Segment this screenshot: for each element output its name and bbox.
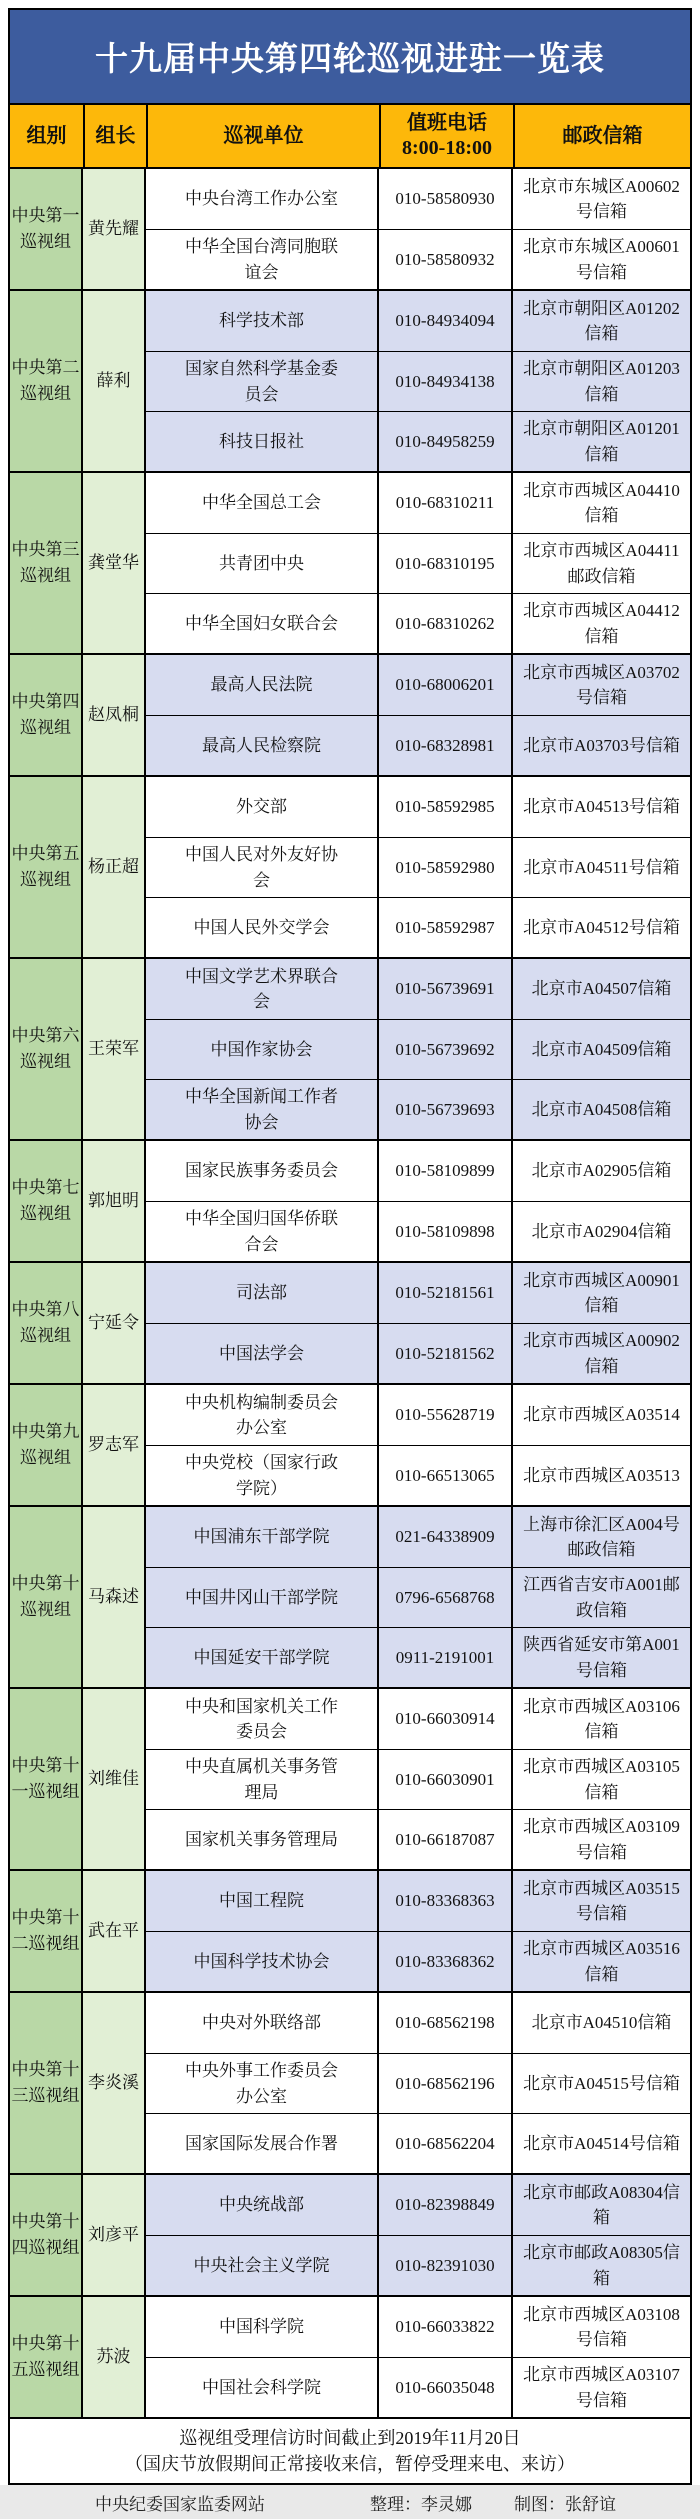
table-row xyxy=(146,1567,690,1627)
phone-cell: 010-84934138 xyxy=(379,352,513,411)
group-name-cell: 中央第十四巡视组 xyxy=(10,2175,83,2295)
phone-cell: 010-58592985 xyxy=(379,777,513,837)
phone-cell: 010-56739693 xyxy=(379,1080,513,1139)
footnote-line1: 巡视组受理信访时间截止到2019年11月20日 xyxy=(179,2428,521,2448)
group-leader-cell: 刘彦平 xyxy=(83,2175,146,2295)
table-row xyxy=(146,2113,690,2173)
inspection-group xyxy=(10,1993,690,2175)
phone-cell: 010-52181561 xyxy=(379,1263,513,1323)
table-row xyxy=(146,1749,690,1809)
group-rows xyxy=(146,291,690,471)
table-row xyxy=(146,715,690,775)
unit-cell: 中国浦东干部学院 xyxy=(146,1507,379,1567)
credits-bar xyxy=(0,2485,700,2519)
phone-cell: 010-58592980 xyxy=(379,838,513,897)
phone-cell: 010-68006201 xyxy=(379,655,513,715)
mailbox-cell: 北京市A02905信箱 xyxy=(531,1161,672,1181)
table-row xyxy=(146,1263,690,1323)
group-leader-cell: 李炎溪 xyxy=(83,1993,146,2173)
phone-cell: 010-56739691 xyxy=(379,959,513,1019)
inspection-group xyxy=(10,1263,690,1385)
unit-cell: 中国井冈山干部学院 xyxy=(146,1568,379,1627)
table-row xyxy=(146,473,690,533)
group-leader-cell: 刘维佳 xyxy=(83,1689,146,1869)
inspection-group xyxy=(10,959,690,1141)
inspection-group xyxy=(10,2175,690,2297)
phone-cell: 010-55628719 xyxy=(379,1385,513,1445)
phone-cell: 010-66030901 xyxy=(379,1750,513,1809)
phone-cell: 010-58109898 xyxy=(379,1202,513,1261)
unit-cell: 中央党校（国家行政学院） xyxy=(146,1446,379,1505)
table-row xyxy=(146,351,690,411)
mailbox-cell: 北京市A04507信箱 xyxy=(531,979,672,999)
phone-cell: 010-58580930 xyxy=(379,169,513,229)
group-leader-cell: 王荣军 xyxy=(83,959,146,1139)
unit-cell: 中央机构编制委员会办公室 xyxy=(146,1385,379,1445)
phone-cell: 010-83368362 xyxy=(379,1932,513,1991)
mailbox-cell: 北京市A04509信箱 xyxy=(531,1039,672,1059)
group-name-cell: 中央第五巡视组 xyxy=(10,777,83,957)
group-rows xyxy=(146,1507,690,1687)
mailbox-cell: 北京市朝阳区A01202信箱 xyxy=(523,298,680,343)
unit-cell: 中国作家协会 xyxy=(146,1020,379,1079)
phone-cell: 010-84934094 xyxy=(379,291,513,351)
group-name-cell: 中央第八巡视组 xyxy=(10,1263,83,1383)
table-body xyxy=(10,169,690,2417)
phone-cell: 010-58109899 xyxy=(379,1141,513,1201)
table-row xyxy=(146,1201,690,1261)
group-rows xyxy=(146,1141,690,1261)
mailbox-cell: 上海市徐汇区A004号邮政信箱 xyxy=(523,1514,680,1559)
unit-cell: 中国科学院 xyxy=(146,2297,379,2357)
group-name-cell: 中央第二巡视组 xyxy=(10,291,83,471)
phone-cell: 021-64338909 xyxy=(379,1507,513,1567)
mailbox-cell: 北京市A04508信箱 xyxy=(531,1099,672,1119)
group-name-cell: 中央第十三巡视组 xyxy=(10,1993,83,2173)
table-row xyxy=(146,1993,690,2053)
table-row xyxy=(146,2235,690,2295)
group-name-cell: 中央第十五巡视组 xyxy=(10,2297,83,2417)
header-group xyxy=(10,105,83,167)
unit-cell: 中国人民对外友好协会 xyxy=(146,838,379,897)
group-rows xyxy=(146,1385,690,1505)
group-name-cell: 中央第十巡视组 xyxy=(10,1507,83,1687)
unit-cell: 中央台湾工作办公室 xyxy=(146,169,379,229)
mailbox-cell: 北京市A04514号信箱 xyxy=(523,2133,680,2153)
group-rows xyxy=(146,2175,690,2295)
page-title: 十九届中央第四轮巡视进驻一览表 xyxy=(95,42,605,78)
unit-cell: 科学技术部 xyxy=(146,291,379,351)
header-phone-label-line1: 值班电话 xyxy=(407,112,487,134)
mailbox-cell: 北京市西城区A03107号信箱 xyxy=(523,2365,680,2410)
table-row xyxy=(146,655,690,715)
group-leader-cell: 薛利 xyxy=(83,291,146,471)
table-row xyxy=(146,1445,690,1505)
phone-cell: 010-58592987 xyxy=(379,898,513,957)
inspection-group xyxy=(10,473,690,655)
phone-cell: 010-66035048 xyxy=(379,2358,513,2417)
unit-cell: 中国文学艺术界联合会 xyxy=(146,959,379,1019)
inspection-group xyxy=(10,777,690,959)
unit-cell: 中国工程院 xyxy=(146,1871,379,1931)
mailbox-cell: 北京市A04511号信箱 xyxy=(523,857,680,877)
unit-cell: 最高人民法院 xyxy=(146,655,379,715)
group-name-cell: 中央第三巡视组 xyxy=(10,473,83,653)
mailbox-cell: 北京市邮政A08304信箱 xyxy=(523,2182,680,2227)
table-row xyxy=(146,229,690,289)
credits-graphics: 制图：张舒谊 xyxy=(514,2494,616,2514)
unit-cell: 中华全国新闻工作者协会 xyxy=(146,1080,379,1139)
mailbox-cell: 北京市西城区A03516信箱 xyxy=(523,1939,680,1984)
mailbox-cell: 北京市西城区A03108号信箱 xyxy=(523,2304,680,2349)
phone-cell: 010-82391030 xyxy=(379,2236,513,2295)
table-row xyxy=(146,1385,690,1445)
unit-cell: 中华全国台湾同胞联谊会 xyxy=(146,230,379,289)
table-row xyxy=(146,2175,690,2235)
table-row xyxy=(146,593,690,653)
inspection-group xyxy=(10,655,690,777)
group-name-cell: 中央第四巡视组 xyxy=(10,655,83,775)
table-row xyxy=(146,2053,690,2113)
inspection-group xyxy=(10,169,690,291)
unit-cell: 中央统战部 xyxy=(146,2175,379,2235)
group-rows xyxy=(146,473,690,653)
table-row xyxy=(146,1871,690,1931)
header-group-label: 组别 xyxy=(26,124,67,147)
header-unit xyxy=(146,105,379,167)
unit-cell: 中国法学会 xyxy=(146,1324,379,1383)
table-row xyxy=(146,291,690,351)
group-name-cell: 中央第一巡视组 xyxy=(10,169,83,289)
group-name-cell: 中央第十一巡视组 xyxy=(10,1689,83,1869)
phone-cell: 010-66033822 xyxy=(379,2297,513,2357)
table-row xyxy=(146,1507,690,1567)
mailbox-cell: 北京市西城区A04411邮政信箱 xyxy=(523,541,680,586)
unit-cell: 中国科学技术协会 xyxy=(146,1932,379,1991)
title-bar xyxy=(10,10,690,105)
mailbox-cell: 北京市东城区A00602号信箱 xyxy=(523,176,680,221)
phone-cell: 010-66030914 xyxy=(379,1689,513,1749)
mailbox-cell: 北京市A02904信箱 xyxy=(531,1221,672,1241)
table-row xyxy=(146,1627,690,1687)
inspection-group xyxy=(10,1141,690,1263)
unit-cell: 最高人民检察院 xyxy=(146,716,379,775)
mailbox-cell: 北京市A04512号信箱 xyxy=(523,917,680,937)
mailbox-cell: 江西省吉安市A001邮政信箱 xyxy=(523,1575,680,1620)
table-row xyxy=(146,1689,690,1749)
mailbox-cell: 北京市西城区A00901信箱 xyxy=(523,1270,680,1315)
mailbox-cell: 北京市邮政A08305信箱 xyxy=(523,2243,680,2288)
group-leader-cell: 赵凤桐 xyxy=(83,655,146,775)
group-rows xyxy=(146,1871,690,1991)
phone-cell: 010-83368363 xyxy=(379,1871,513,1931)
unit-cell: 中国延安干部学院 xyxy=(146,1628,379,1687)
group-rows xyxy=(146,1689,690,1869)
group-leader-cell: 武在平 xyxy=(83,1871,146,1991)
group-leader-cell: 罗志军 xyxy=(83,1385,146,1505)
group-rows xyxy=(146,959,690,1139)
phone-cell: 010-68310262 xyxy=(379,594,513,653)
table-row xyxy=(146,533,690,593)
footnote-line2: （国庆节放假期间正常接收来信，暂停受理来电、来访） xyxy=(125,2454,575,2475)
header-phone-label-line2: 8:00-18:00 xyxy=(402,137,492,159)
mailbox-cell: 北京市西城区A03106信箱 xyxy=(523,1696,680,1741)
unit-cell: 中华全国妇女联合会 xyxy=(146,594,379,653)
footnote-box xyxy=(8,2419,692,2485)
inspection-group xyxy=(10,291,690,473)
mailbox-cell: 北京市西城区A03702号信箱 xyxy=(523,662,680,707)
header-phone xyxy=(379,105,513,167)
phone-cell: 010-82398849 xyxy=(379,2175,513,2235)
table-row xyxy=(146,1079,690,1139)
unit-cell: 中央社会主义学院 xyxy=(146,2236,379,2295)
unit-cell: 司法部 xyxy=(146,1263,379,1323)
group-name-cell: 中央第七巡视组 xyxy=(10,1141,83,1261)
mailbox-cell: 北京市西城区A04410信箱 xyxy=(523,480,680,525)
unit-cell: 外交部 xyxy=(146,777,379,837)
group-leader-cell: 宁延令 xyxy=(83,1263,146,1383)
mailbox-cell: 北京市西城区A03515号信箱 xyxy=(523,1878,680,1923)
inspection-group xyxy=(10,1871,690,1993)
credits-source: 中央纪委国家监委网站 xyxy=(95,2494,265,2514)
unit-cell: 中华全国总工会 xyxy=(146,473,379,533)
phone-cell: 010-66187087 xyxy=(379,1810,513,1869)
mailbox-cell: 北京市朝阳区A01201信箱 xyxy=(523,419,680,464)
group-leader-cell: 郭旭明 xyxy=(83,1141,146,1261)
table-row xyxy=(146,897,690,957)
group-rows xyxy=(146,777,690,957)
group-leader-cell: 苏波 xyxy=(83,2297,146,2417)
phone-cell: 010-84958259 xyxy=(379,412,513,471)
phone-cell: 010-58580932 xyxy=(379,230,513,289)
table-row xyxy=(146,777,690,837)
phone-cell: 010-68562198 xyxy=(379,1993,513,2053)
unit-cell: 国家国际发展合作署 xyxy=(146,2114,379,2173)
table-row xyxy=(146,2357,690,2417)
mailbox-cell: 北京市西城区A03513 xyxy=(523,1465,680,1485)
unit-cell: 共青团中央 xyxy=(146,534,379,593)
inspection-group xyxy=(10,1385,690,1507)
phone-cell: 010-68328981 xyxy=(379,716,513,775)
table-row xyxy=(146,1141,690,1201)
phone-cell: 010-68310211 xyxy=(379,473,513,533)
table-row xyxy=(146,1931,690,1991)
mailbox-cell: 北京市A03703号信箱 xyxy=(523,735,680,755)
group-name-cell: 中央第九巡视组 xyxy=(10,1385,83,1505)
table-row xyxy=(146,959,690,1019)
group-rows xyxy=(146,1993,690,2173)
inspection-group xyxy=(10,2297,690,2417)
group-leader-cell: 黄先耀 xyxy=(83,169,146,289)
table-row xyxy=(146,411,690,471)
phone-cell: 0911-2191001 xyxy=(379,1628,513,1687)
unit-cell: 科技日报社 xyxy=(146,412,379,471)
group-name-cell: 中央第十二巡视组 xyxy=(10,1871,83,1991)
unit-cell: 中央直属机关事务管理局 xyxy=(146,1750,379,1809)
mailbox-cell: 北京市西城区A03109号信箱 xyxy=(523,1817,680,1862)
group-rows xyxy=(146,655,690,775)
group-leader-cell: 杨正超 xyxy=(83,777,146,957)
mailbox-cell: 陕西省延安市第A001号信箱 xyxy=(523,1635,680,1680)
unit-cell: 国家民族事务委员会 xyxy=(146,1141,379,1201)
unit-cell: 中国社会科学院 xyxy=(146,2358,379,2417)
phone-cell: 010-68562196 xyxy=(379,2054,513,2113)
group-name-cell: 中央第六巡视组 xyxy=(10,959,83,1139)
phone-cell: 010-52181562 xyxy=(379,1324,513,1383)
phone-cell: 0796-6568768 xyxy=(379,1568,513,1627)
table-header-row xyxy=(10,105,690,169)
group-leader-cell: 马森述 xyxy=(83,1507,146,1687)
group-leader-cell: 龚堂华 xyxy=(83,473,146,653)
header-unit-label: 巡视单位 xyxy=(223,124,304,147)
table-row xyxy=(146,2297,690,2357)
table-sheet xyxy=(8,8,692,2419)
header-leader xyxy=(83,105,146,167)
header-mailbox xyxy=(513,105,690,167)
unit-cell: 国家机关事务管理局 xyxy=(146,1810,379,1869)
table-row xyxy=(146,837,690,897)
phone-cell: 010-66513065 xyxy=(379,1446,513,1505)
mailbox-cell: 北京市西城区A03105信箱 xyxy=(523,1757,680,1802)
table-row xyxy=(146,1019,690,1079)
phone-cell: 010-68562204 xyxy=(379,2114,513,2173)
unit-cell: 中华全国归国华侨联合会 xyxy=(146,1202,379,1261)
table-row xyxy=(146,169,690,229)
mailbox-cell: 北京市西城区A03514 xyxy=(523,1405,680,1425)
unit-cell: 中国人民外交学会 xyxy=(146,898,379,957)
group-rows xyxy=(146,1263,690,1383)
table-row xyxy=(146,1323,690,1383)
mailbox-cell: 北京市A04510信箱 xyxy=(531,2013,672,2033)
mailbox-cell: 北京市东城区A00601号信箱 xyxy=(523,237,680,282)
unit-cell: 国家自然科学基金委员会 xyxy=(146,352,379,411)
phone-cell: 010-56739692 xyxy=(379,1020,513,1079)
mailbox-cell: 北京市朝阳区A01203信箱 xyxy=(523,359,680,404)
inspection-group xyxy=(10,1689,690,1871)
credits-editor: 整理：李灵娜 xyxy=(370,2494,472,2514)
unit-cell: 中央外事工作委员会办公室 xyxy=(146,2054,379,2113)
mailbox-cell: 北京市A04515号信箱 xyxy=(523,2073,680,2093)
group-rows xyxy=(146,2297,690,2417)
header-leader-label: 组长 xyxy=(95,124,136,147)
phone-cell: 010-68310195 xyxy=(379,534,513,593)
mailbox-cell: 北京市西城区A04412信箱 xyxy=(523,601,680,646)
mailbox-cell: 北京市西城区A00902信箱 xyxy=(523,1331,680,1376)
group-rows xyxy=(146,169,690,289)
table-row xyxy=(146,1809,690,1869)
header-mailbox-label: 邮政信箱 xyxy=(562,124,643,147)
mailbox-cell: 北京市A04513号信箱 xyxy=(523,797,680,817)
inspection-group xyxy=(10,1507,690,1689)
unit-cell: 中央和国家机关工作委员会 xyxy=(146,1689,379,1749)
unit-cell: 中央对外联络部 xyxy=(146,1993,379,2053)
